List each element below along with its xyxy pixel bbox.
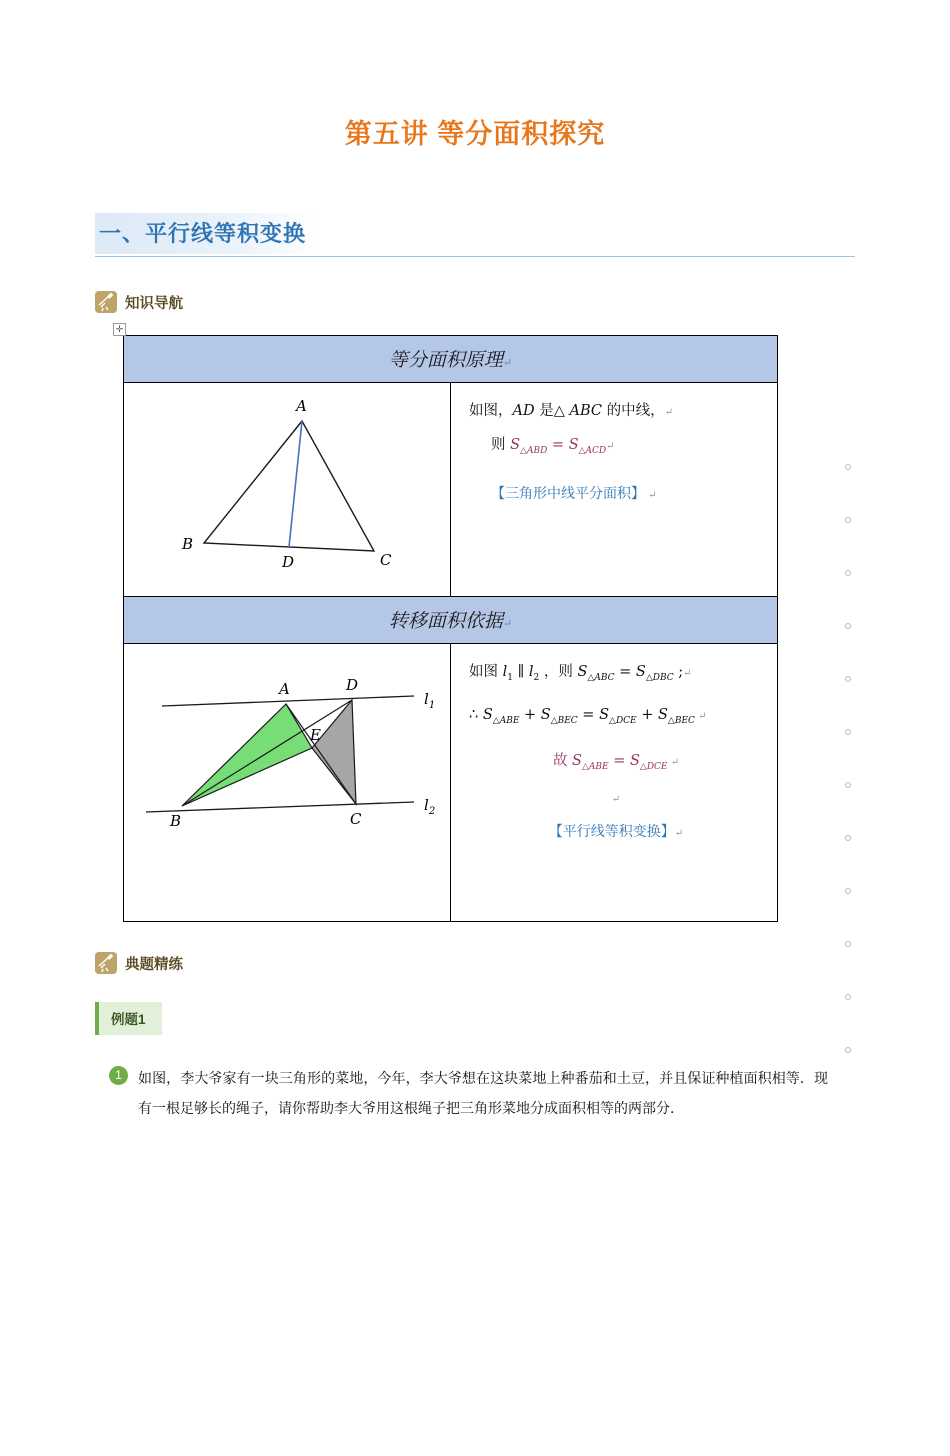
margin-dot — [845, 676, 851, 682]
band-principle — [124, 336, 778, 383]
transfer-mark: ↵ — [611, 794, 621, 806]
margin-dot — [845, 464, 851, 470]
band-transfer — [124, 597, 778, 644]
svg-text:B: B — [170, 812, 182, 830]
transfer-line3: 故 $S_{\triangle ABE} = S_{\triangle DCE}$ ↵ — [552, 752, 680, 772]
svg-text:C: C — [350, 810, 362, 828]
figure-parallel-lines — [124, 644, 451, 922]
principle-key: 【三角形中线平分面积】 ↵ — [491, 486, 657, 503]
pilcrow-mark: ↵ — [502, 356, 513, 369]
margin-dot — [845, 623, 851, 629]
knowledge-table — [123, 335, 778, 922]
practice-label: 典题精练 — [125, 956, 183, 973]
table-row — [124, 336, 778, 383]
svg-text:A: A — [279, 680, 290, 698]
svg-text:C: C — [380, 551, 392, 569]
principle-line1: 如图，AD 是△ ABC 的中线，↵ — [469, 403, 673, 419]
triangle-abc-svg — [124, 383, 472, 591]
practice-heading — [95, 952, 855, 974]
margin-dot — [845, 941, 851, 947]
margin-dot — [845, 570, 851, 576]
telescope-icon — [95, 291, 117, 313]
section-heading: 一、平行线等积变换 — [95, 213, 320, 254]
svg-text:B: B — [182, 535, 194, 553]
document-page — [0, 112, 950, 1456]
table-move-handle[interactable]: ✛ — [113, 323, 126, 336]
question-text: 如图，李大爷家有一块三角形的菜地，今年，李大爷想在这块菜地上种番茄和土豆，并且保证种植面积相等．现有一根足够长的绳子，请你帮助李大爷用这根绳子把三角形菜地分成面积相等的两部分． — [138, 1070, 828, 1117]
svg-text:E: E — [310, 726, 321, 744]
cell-transfer-text — [451, 644, 778, 922]
figure-median-triangle — [124, 383, 451, 597]
transfer-line2: ∴ $S_{\triangle ABE} + S_{\triangle BEC} = S_{\triangle DCE} + S_{\triangle BEC}$ ↵ — [469, 707, 707, 727]
table-row — [124, 383, 778, 597]
example-tag: 例题1 — [95, 1002, 162, 1035]
transfer-line1: 如图 $l_1$ ∥ $l_2$ ，则 $S_{\triangle ABC} = S_{\triangle DBC}$ ;↵ — [469, 664, 692, 683]
svg-text:l1: $l_1$ — [424, 690, 436, 711]
margin-dot — [845, 1047, 851, 1053]
section-divider — [95, 256, 855, 257]
margin-dot — [845, 835, 851, 841]
knowledge-table-zone — [95, 324, 855, 922]
knowledge-nav-heading — [95, 291, 855, 313]
margin-dot — [845, 517, 851, 523]
knowledge-nav-label: 知识导航 — [125, 295, 183, 312]
svg-text:A: A — [296, 397, 307, 415]
table-row — [124, 644, 778, 922]
transfer-key: 【平行线等积变换】↵ — [548, 823, 684, 840]
margin-dot-column — [845, 464, 855, 1100]
margin-dot — [845, 994, 851, 1000]
page-title: 第五讲 等分面积探究 — [344, 119, 606, 149]
cell-principle-text — [451, 383, 778, 597]
section-heading-container — [95, 213, 855, 257]
table-row — [124, 597, 778, 644]
telescope-icon — [95, 952, 117, 974]
margin-dot — [845, 888, 851, 894]
question-number: 1 — [109, 1066, 128, 1085]
svg-text:l2: $l_2$ — [424, 796, 436, 817]
band-transfer-text: 转移面积依据 — [388, 610, 503, 632]
principle-line2: 则 $S_{\triangle ABD}$ = $S_{\triangle ACD}↵$ — [491, 436, 615, 456]
svg-text:D: D — [346, 676, 359, 694]
margin-dot — [845, 782, 851, 788]
parallel-lines-svg — [124, 644, 472, 916]
pilcrow-mark: ↵ — [502, 617, 513, 630]
svg-text:D: D — [282, 553, 295, 571]
band-principle-text: 等分面积原理 — [388, 349, 503, 371]
margin-dot — [845, 729, 851, 735]
question-block — [95, 1063, 855, 1123]
